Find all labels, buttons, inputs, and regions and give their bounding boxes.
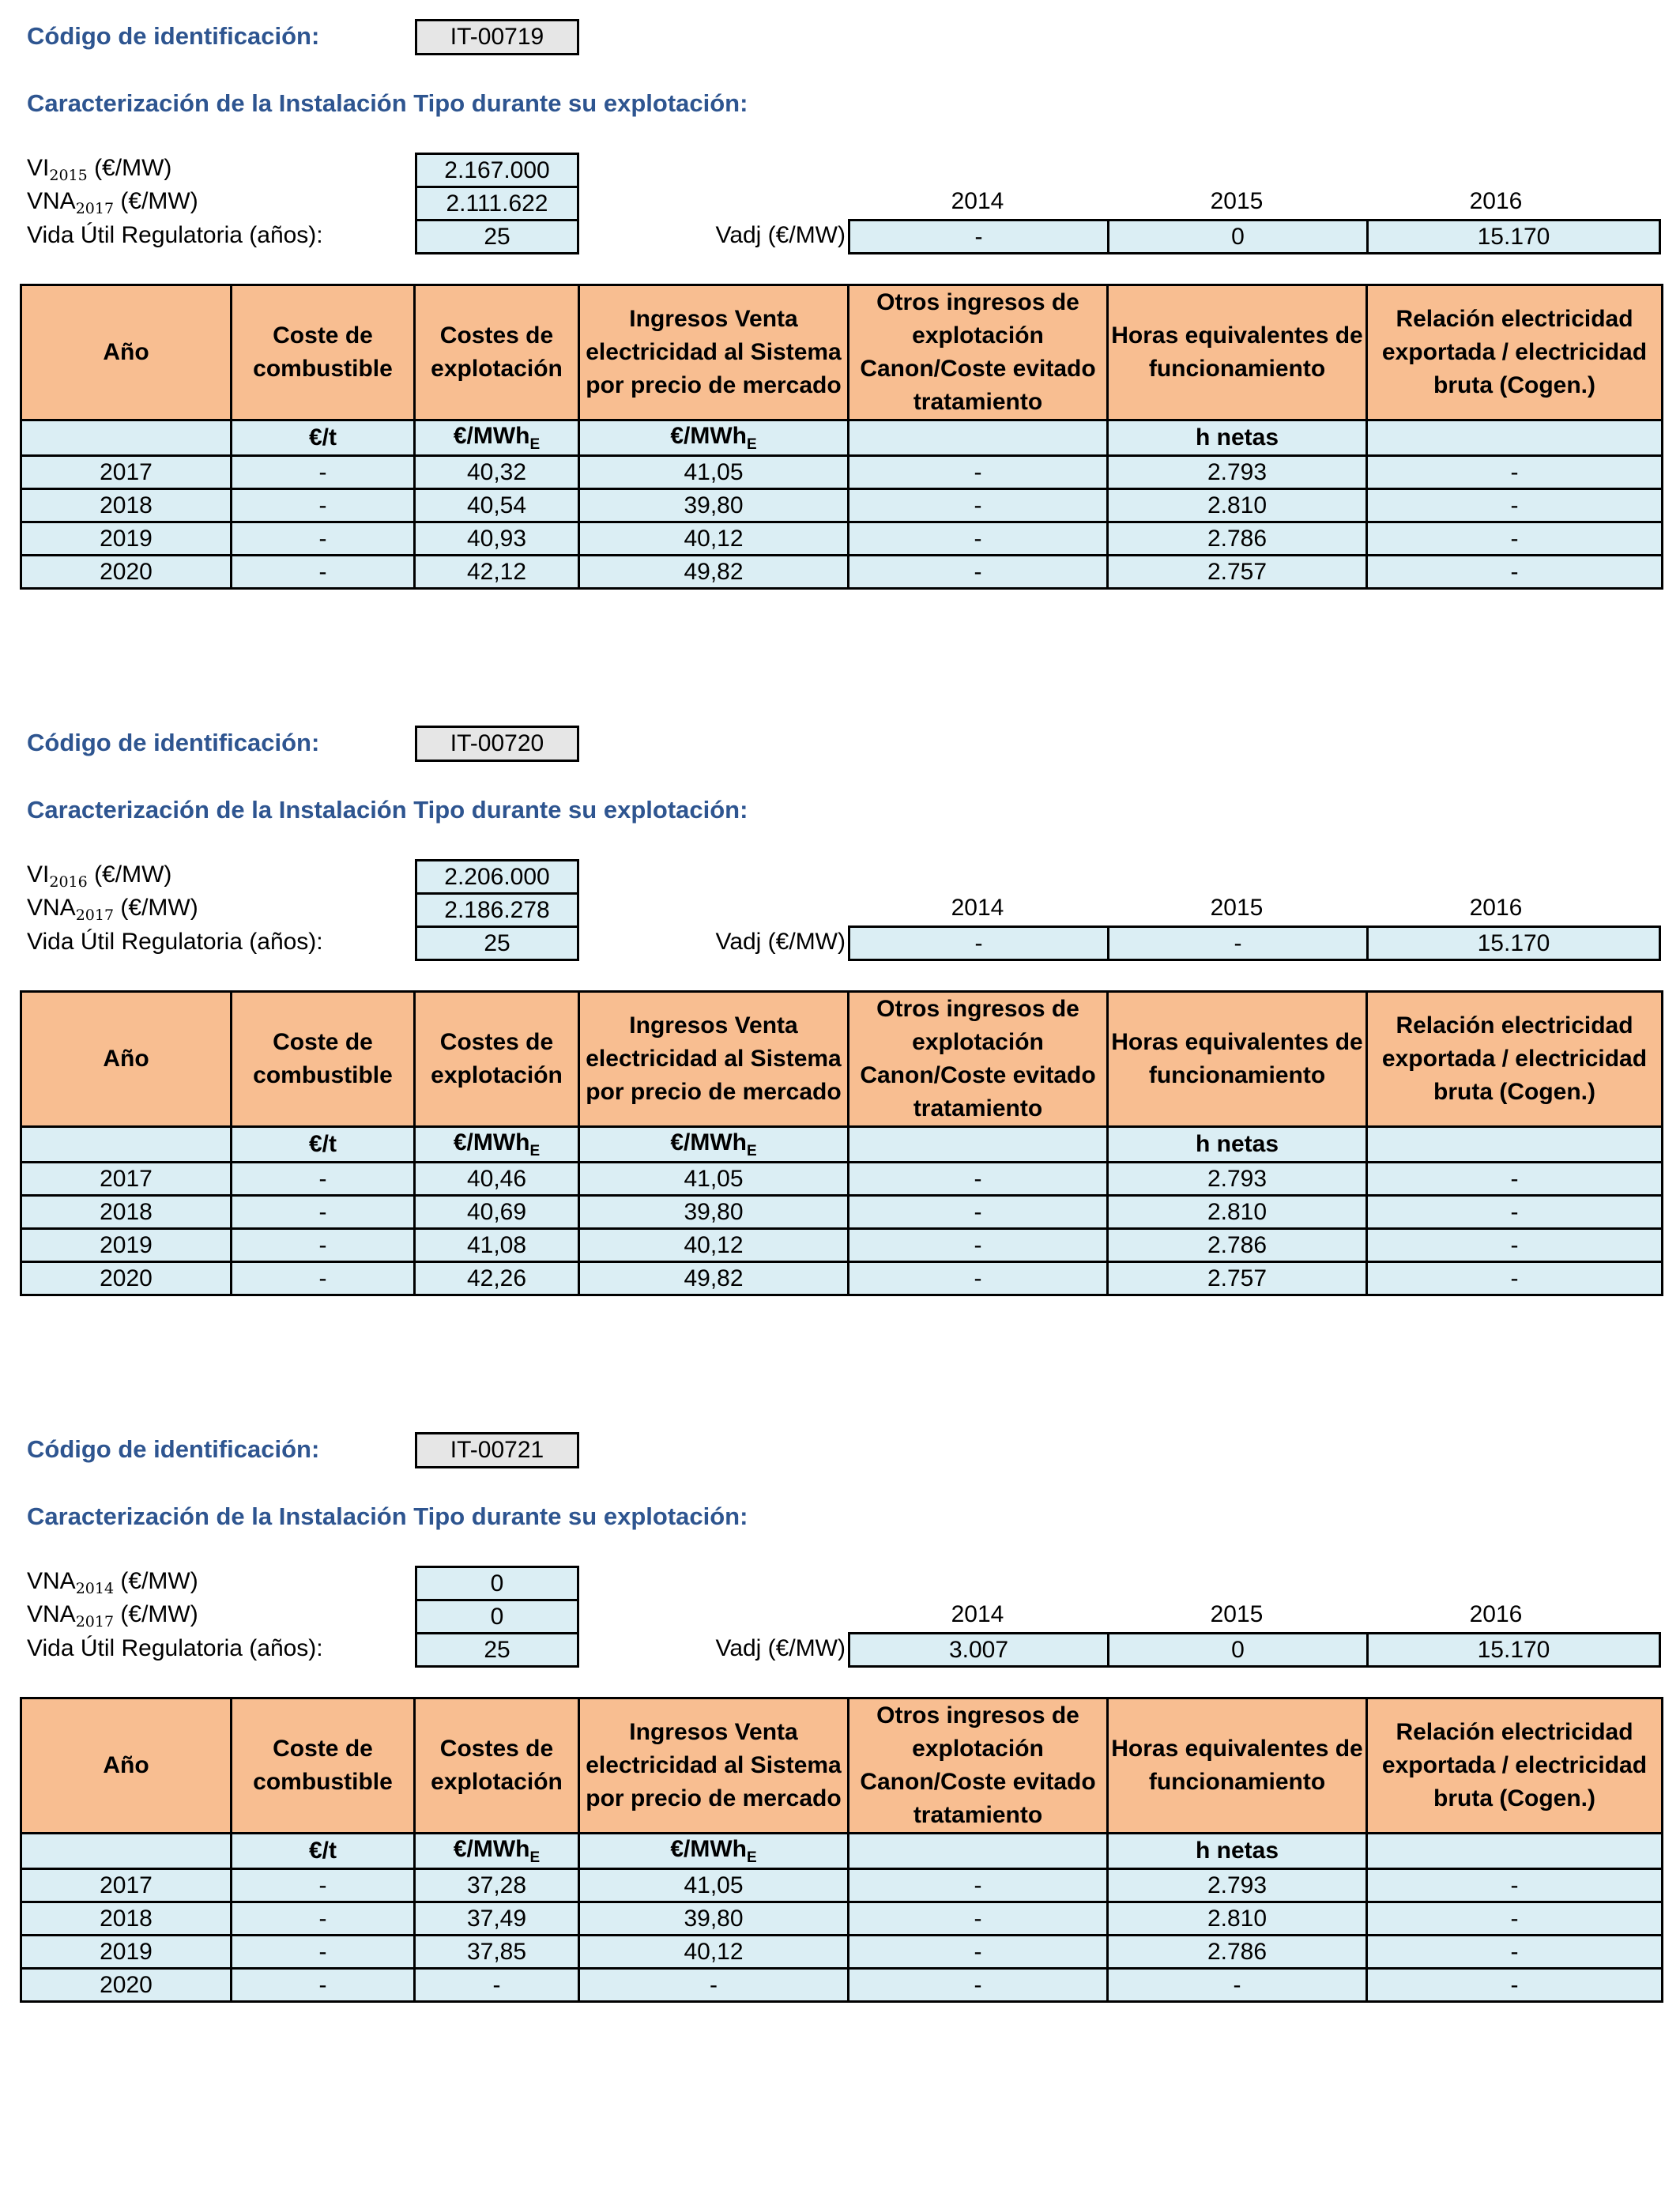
vadj-2014-value: - [848,219,1109,254]
vida-util-label: Vida Útil Regulatoria (años): [27,222,323,248]
table-cell: - [1367,489,1663,522]
vida-util-value: 25 [415,219,579,254]
vida-util-label: Vida Útil Regulatoria (años): [27,929,323,955]
table-row [21,1163,1663,1196]
table-row [21,489,1663,522]
table-cell: 2.793 [1108,1869,1367,1902]
table-cell: 49,82 [579,556,849,589]
table-row [21,1936,1663,1969]
table-cell: - [232,1229,415,1262]
table-cell: 2020 [21,1262,232,1295]
table-header-row [21,1698,1663,1834]
table-cell: - [849,489,1108,522]
table-cell: 2.786 [1108,522,1367,556]
unit-empty [21,420,232,456]
table-header-row [21,992,1663,1127]
unit-combustible: €/t [232,1834,415,1869]
unit-empty [1367,1127,1663,1163]
table-row [21,1869,1663,1902]
header-horas: Horas equivalentes de funcionamiento [1108,1698,1367,1834]
vadj-2014-value: 3.007 [848,1632,1109,1668]
table-cell: - [1367,1969,1663,2002]
investment-value: 0 [415,1566,579,1601]
year-2016-header: 2016 [1469,1601,1523,1627]
units-row [21,1127,1663,1163]
table-row [21,1902,1663,1936]
header-combustible: Coste de combustible [232,285,415,420]
vadj-2016-value: 15.170 [1366,1632,1661,1668]
table-cell: - [849,1902,1108,1936]
vna-label: $VNA_{2017}$ (€/MW) [27,188,198,217]
table-cell: - [849,556,1108,589]
table-cell: - [579,1969,849,2002]
table-row [21,1229,1663,1262]
table-cell: - [1367,1262,1663,1295]
unit-explotacion: €/MWh$_E$ [415,1127,579,1163]
vadj-2015-value: 0 [1107,1632,1369,1668]
header-combustible: Coste de combustible [232,992,415,1127]
vadj-label: Vadj (€/MW) [715,1635,846,1661]
table-cell: 40,12 [579,1936,849,1969]
unit-horas: h netas [1108,420,1367,456]
codigo-label: Código de identificación: [27,1435,320,1463]
table-cell: 49,82 [579,1262,849,1295]
vida-util-value: 25 [415,1632,579,1668]
year-2014-header: 2014 [951,1601,1004,1627]
table-cell: - [232,1902,415,1936]
units-row [21,1834,1663,1869]
table-cell: - [232,1969,415,2002]
table-cell: 40,54 [415,489,579,522]
header-ano: Año [21,992,232,1127]
header-combustible: Coste de combustible [232,1698,415,1834]
table-cell: 2018 [21,1196,232,1229]
codigo-label: Código de identificación: [27,729,320,756]
vida-util-value: 25 [415,925,579,961]
table-cell: 41,08 [415,1229,579,1262]
table-cell: 42,12 [415,556,579,589]
unit-empty [849,1127,1108,1163]
table-cell: - [232,1869,415,1902]
table-cell: 2.810 [1108,489,1367,522]
vadj-2015-value: - [1107,925,1369,961]
table-cell: 37,28 [415,1869,579,1902]
table-cell: - [232,556,415,589]
table-cell: - [849,1969,1108,2002]
vadj-2016-value: 15.170 [1366,925,1661,961]
table-cell: 40,12 [579,522,849,556]
table-cell: - [849,1196,1108,1229]
table-cell: 39,80 [579,489,849,522]
table-row [21,522,1663,556]
investment-label: $VNA_{2014}$ (€/MW) [27,1568,198,1597]
header-ingresos: Ingresos Venta electricidad al Sistema por precio de mercado [579,992,849,1127]
vadj-label: Vadj (€/MW) [715,222,846,248]
header-explotacion: Costes de explotación [415,285,579,420]
table-cell: 2.793 [1108,456,1367,489]
table-cell: - [1367,1229,1663,1262]
unit-ingresos: €/MWh$_E$ [579,1834,849,1869]
table-cell: 39,80 [579,1196,849,1229]
vna-value: 2.111.622 [415,186,579,221]
vna-label: $VNA_{2017}$ (€/MW) [27,895,198,924]
year-2016-header: 2016 [1469,188,1523,214]
header-horas: Horas equivalentes de funcionamiento [1108,992,1367,1127]
table-cell: 39,80 [579,1902,849,1936]
investment-label: $VI_{2016}$ (€/MW) [27,861,172,891]
unit-horas: h netas [1108,1127,1367,1163]
table-cell: - [232,489,415,522]
header-relacion: Relación electricidad exportada / electricidad bruta (Cogen.) [1367,285,1663,420]
table-cell: - [1367,1196,1663,1229]
header-otros: Otros ingresos de explotación Canon/Coste evitado tratamiento [849,285,1108,420]
table-cell: - [849,1936,1108,1969]
table-cell: 2.786 [1108,1936,1367,1969]
table-cell: - [232,456,415,489]
header-explotacion: Costes de explotación [415,1698,579,1834]
table-cell: 42,26 [415,1262,579,1295]
table-cell: - [232,1196,415,1229]
table-cell: 40,46 [415,1163,579,1196]
table-cell: - [1367,556,1663,589]
table-cell: 2.757 [1108,556,1367,589]
table-cell: 2019 [21,1936,232,1969]
table-cell: - [1367,1869,1663,1902]
table-cell: - [1367,456,1663,489]
table-row [21,556,1663,589]
unit-combustible: €/t [232,420,415,456]
unit-empty [1367,420,1663,456]
table-cell: - [849,1262,1108,1295]
installation-code: IT-00719 [415,19,579,55]
table-cell: 40,32 [415,456,579,489]
table-cell: 40,12 [579,1229,849,1262]
table-cell: 2019 [21,1229,232,1262]
header-ingresos: Ingresos Venta electricidad al Sistema por precio de mercado [579,285,849,420]
costs-table [20,1697,1663,2003]
vadj-label: Vadj (€/MW) [715,929,846,955]
costs-table [20,990,1663,1296]
vadj-2014-value: - [848,925,1109,961]
table-cell: 2020 [21,556,232,589]
table-cell: 41,05 [579,456,849,489]
table-cell: 2.793 [1108,1163,1367,1196]
table-cell: - [849,1229,1108,1262]
unit-combustible: €/t [232,1127,415,1163]
table-cell: - [849,1163,1108,1196]
unit-empty [849,420,1108,456]
table-cell: 2017 [21,1163,232,1196]
codigo-label: Código de identificación: [27,22,320,50]
table-cell: 2019 [21,522,232,556]
table-cell: - [1367,1902,1663,1936]
header-relacion: Relación electricidad exportada / electricidad bruta (Cogen.) [1367,992,1663,1127]
header-explotacion: Costes de explotación [415,992,579,1127]
table-cell: 40,93 [415,522,579,556]
table-cell: 2018 [21,1902,232,1936]
header-horas: Horas equivalentes de funcionamiento [1108,285,1367,420]
year-2014-header: 2014 [951,188,1004,214]
table-row [21,1196,1663,1229]
installation-code: IT-00721 [415,1432,579,1468]
table-cell: - [849,1869,1108,1902]
header-otros: Otros ingresos de explotación Canon/Coste evitado tratamiento [849,1698,1108,1834]
table-cell: - [232,522,415,556]
table-cell: - [1367,1936,1663,1969]
table-cell: 2017 [21,456,232,489]
unit-explotacion: €/MWh$_E$ [415,1834,579,1869]
unit-empty [1367,1834,1663,1869]
table-cell: - [232,1262,415,1295]
caracterizacion-heading: Caracterización de la Instalación Tipo durante su explotación: [27,89,748,117]
year-2015-header: 2015 [1210,188,1264,214]
unit-horas: h netas [1108,1834,1367,1869]
vida-util-label: Vida Útil Regulatoria (años): [27,1635,323,1661]
vna-label: $VNA_{2017}$ (€/MW) [27,1601,198,1630]
table-cell: 2.810 [1108,1196,1367,1229]
table-cell: 2.757 [1108,1262,1367,1295]
unit-empty [21,1127,232,1163]
header-ingresos: Ingresos Venta electricidad al Sistema por precio de mercado [579,1698,849,1834]
year-2014-header: 2014 [951,895,1004,921]
table-header-row [21,285,1663,420]
table-cell: 2020 [21,1969,232,2002]
table-row [21,456,1663,489]
installation-block [0,0,1680,680]
year-2015-header: 2015 [1210,1601,1264,1627]
header-ano: Año [21,285,232,420]
table-cell: - [849,522,1108,556]
vadj-2015-value: 0 [1107,219,1369,254]
table-cell: - [415,1969,579,2002]
table-cell: 37,85 [415,1936,579,1969]
table-row [21,1262,1663,1295]
header-otros: Otros ingresos de explotación Canon/Coste evitado tratamiento [849,992,1108,1127]
year-2016-header: 2016 [1469,895,1523,921]
table-cell: - [1108,1969,1367,2002]
table-cell: - [232,1936,415,1969]
table-cell: 2.786 [1108,1229,1367,1262]
units-row [21,420,1663,456]
header-relacion: Relación electricidad exportada / electricidad bruta (Cogen.) [1367,1698,1663,1834]
table-cell: - [1367,522,1663,556]
unit-ingresos: €/MWh$_E$ [579,1127,849,1163]
installation-block [0,707,1680,1386]
caracterizacion-heading: Caracterización de la Instalación Tipo durante su explotación: [27,796,748,824]
unit-ingresos: €/MWh$_E$ [579,420,849,456]
vadj-2016-value: 15.170 [1366,219,1661,254]
table-cell: 41,05 [579,1163,849,1196]
header-ano: Año [21,1698,232,1834]
year-2015-header: 2015 [1210,895,1264,921]
unit-empty [849,1834,1108,1869]
caracterizacion-heading: Caracterización de la Instalación Tipo durante su explotación: [27,1502,748,1530]
table-cell: 40,69 [415,1196,579,1229]
installation-block [0,1413,1680,2093]
table-row [21,1969,1663,2002]
table-cell: 37,49 [415,1902,579,1936]
table-cell: - [849,456,1108,489]
table-cell: 2018 [21,489,232,522]
table-cell: - [1367,1163,1663,1196]
vna-value: 0 [415,1599,579,1634]
investment-label: $VI_{2015}$ (€/MW) [27,155,172,184]
investment-value: 2.206.000 [415,859,579,895]
investment-value: 2.167.000 [415,153,579,188]
table-cell: - [232,1163,415,1196]
table-cell: 2017 [21,1869,232,1902]
unit-empty [21,1834,232,1869]
table-cell: 41,05 [579,1869,849,1902]
unit-explotacion: €/MWh$_E$ [415,420,579,456]
vna-value: 2.186.278 [415,892,579,928]
installation-code: IT-00720 [415,726,579,762]
table-cell: 2.810 [1108,1902,1367,1936]
costs-table [20,284,1663,590]
